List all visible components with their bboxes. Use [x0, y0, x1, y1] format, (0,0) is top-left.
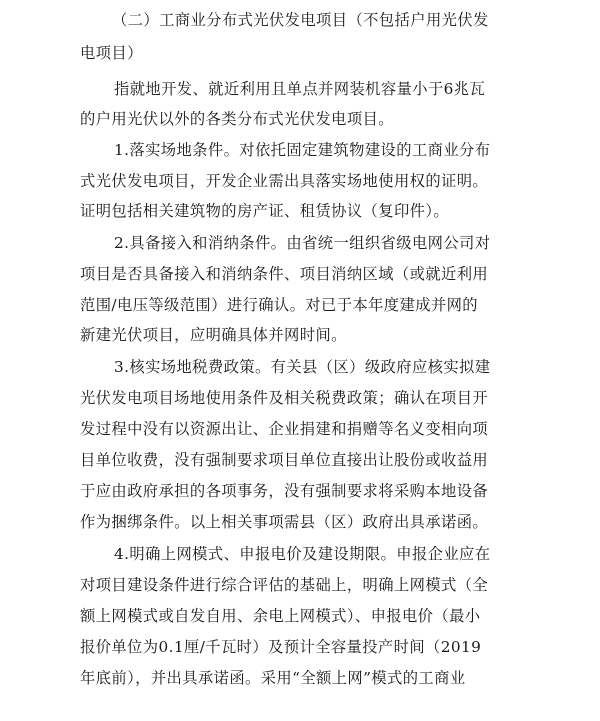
para3-line-3: 发过程中没有以资源出让、企业捐建和捐赠等名义变相向项	[80, 420, 489, 438]
para1-line-2: 式光伏发电项目，开发企业需出具落实场地使用权的证明。	[80, 172, 489, 190]
heading-line-2: 电项目）	[80, 44, 143, 62]
para3-line-6: 作为捆绑条件。以上相关事项需县（区）政府出具承诺函。	[80, 513, 489, 531]
intro-line-1: 指就地开发、就近利用且单点并网装机容量小于6兆瓦	[114, 80, 486, 98]
para1-line-3: 证明包括相关建筑物的房产证、租赁协议（复印件）。	[80, 202, 450, 220]
para2-line-4: 新建光伏项目，应明确具体并网时间。	[80, 326, 347, 344]
para3-line-4: 目单位收费，没有强制要求项目单位直接出让股份或收益用	[80, 451, 489, 469]
para4-line-3: 额上网模式或自发自用、余电上网模式）、申报电价（最小	[80, 607, 481, 625]
para2-line-2: 项目是否具备接入和消纳条件、项目消纳区域（或就近利用	[80, 265, 489, 283]
para1-line-1: 1.落实场地条件。对依托固定建筑物建设的工商业分布	[114, 141, 491, 159]
heading-line-1: （二）工商业分布式光伏发电项目（不包括户用光伏发	[112, 11, 489, 29]
para3-line-5: 于应由政府承担的各项事务，没有强制要求将采购本地设备	[80, 482, 489, 500]
para3-line-1: 3.核实场地税费政策。有关县（区）级政府应核实拟建	[114, 358, 491, 376]
para4-line-5: 年底前），并出具承诺函。采用“全额上网”模式的工商业	[80, 669, 466, 687]
para2-line-1: 2.具备接入和消纳条件。由省统一组织省级电网公司对	[114, 234, 491, 252]
para3-line-2: 光伏发电项目场地使用条件及相关税费政策；确认在项目开	[80, 389, 489, 407]
para4-line-2: 对项目建设条件进行综合评估的基础上，明确上网模式（全	[80, 576, 489, 594]
para4-line-1: 4.明确上网模式、申报电价及建设期限。申报企业应在	[114, 545, 491, 563]
para2-line-3: 范围/电压等级范围）进行确认。对已于本年度建成并网的	[80, 296, 478, 314]
intro-line-2: 的户用光伏以外的各类分布式光伏发电项目。	[80, 110, 394, 128]
para4-line-4: 报价单位为0.1厘/千瓦时）及预计全容量投产时间（2019	[80, 638, 482, 656]
